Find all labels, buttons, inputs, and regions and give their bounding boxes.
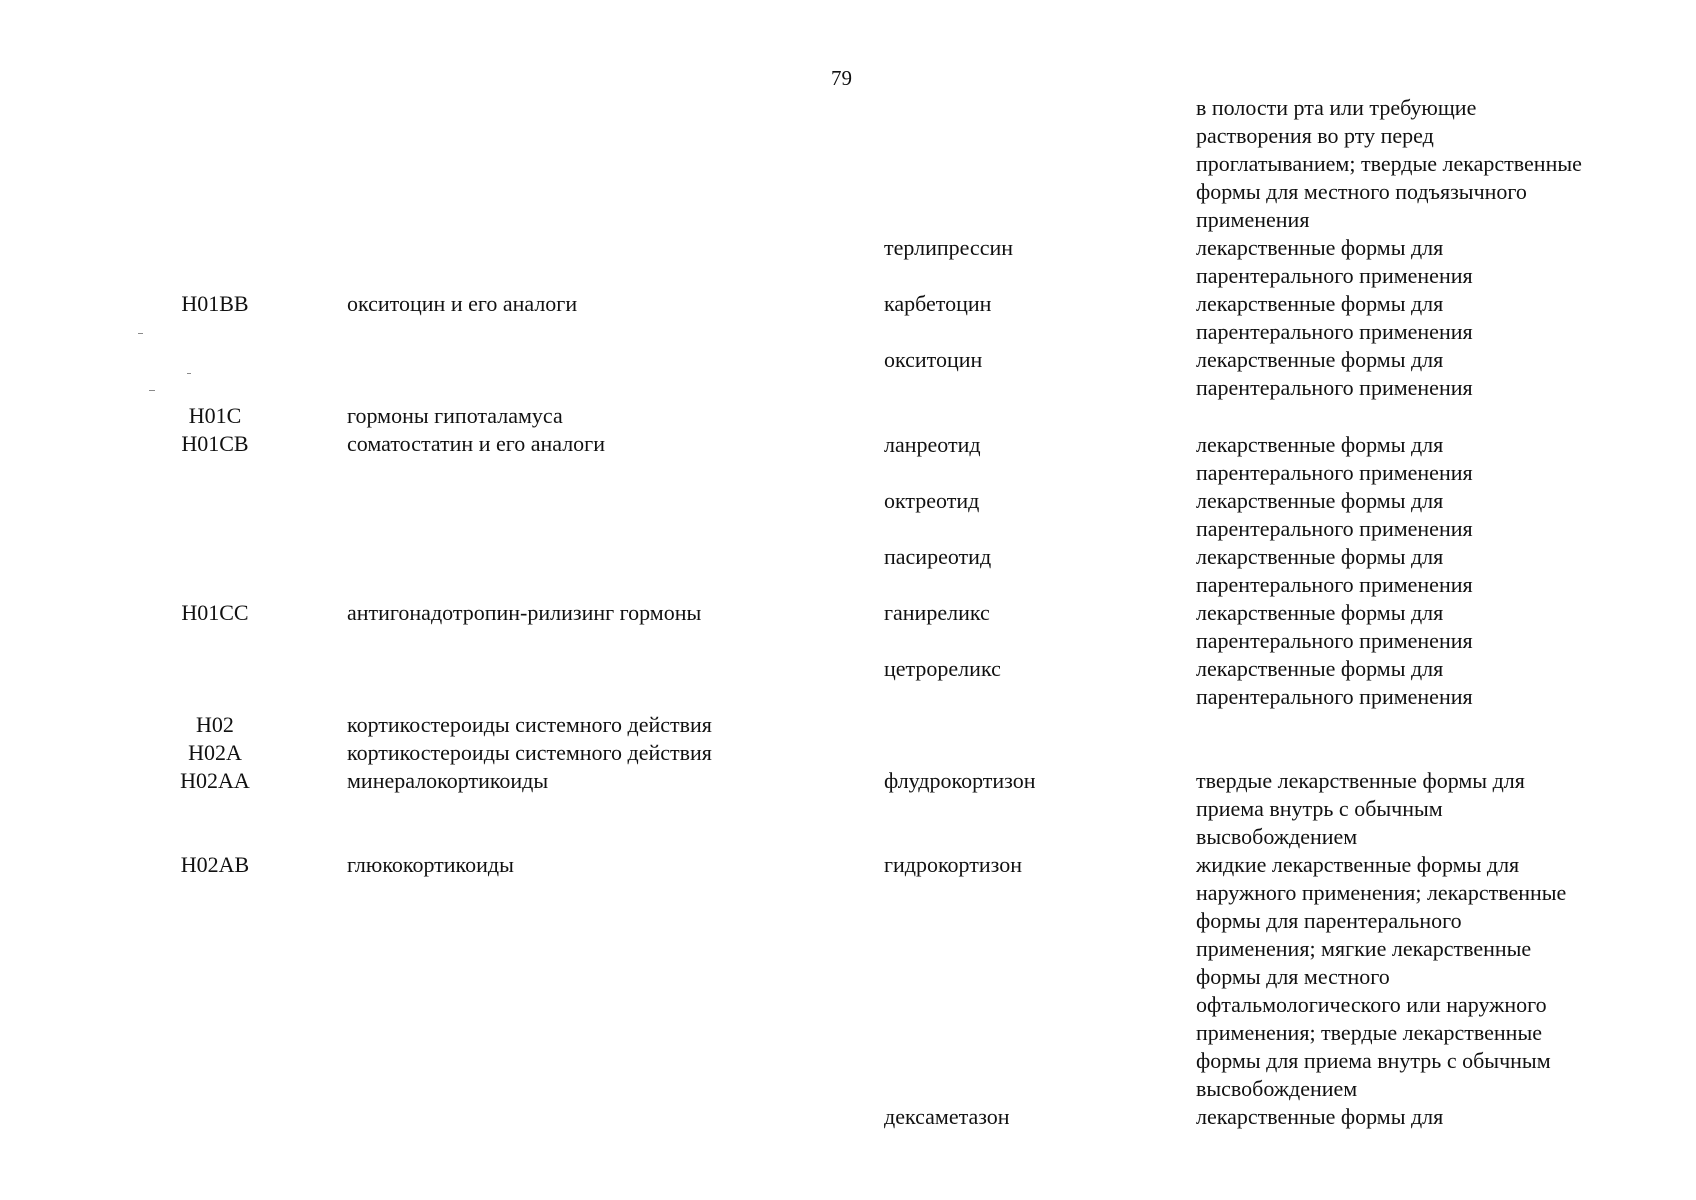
dosage-form-line: парентерального применения — [1196, 263, 1473, 288]
continuation-line: проглатыванием; твердые лекарственные — [1196, 151, 1582, 176]
atc-group: глюкокортикоиды — [347, 852, 514, 877]
atc-group: гормоны гипоталамуса — [347, 403, 563, 428]
dosage-form-line: формы для приема внутрь с обычным — [1196, 1048, 1551, 1073]
atc-group: окситоцин и его аналоги — [347, 291, 578, 316]
drug-name: флудрокортизон — [884, 768, 1036, 793]
continuation-line: в полости рта или требующие — [1196, 95, 1477, 120]
continuation-line: формы для местного подъязычного — [1196, 179, 1527, 204]
dosage-form-line: формы для парентерального — [1196, 908, 1462, 933]
dosage-form-line: лекарственные формы для — [1196, 235, 1444, 260]
dosage-form-line: лекарственные формы для — [1196, 432, 1444, 457]
dosage-form-line: жидкие лекарственные формы для — [1196, 852, 1520, 877]
drug-name: цетрореликс — [884, 656, 1001, 681]
dosage-form-line: офтальмологического или наружного — [1196, 992, 1547, 1017]
dosage-form-line: наружного применения; лекарственные — [1196, 880, 1567, 905]
atc-code: H02A — [188, 740, 242, 765]
drug-name: карбетоцин — [884, 291, 992, 316]
atc-code: H02AB — [180, 852, 250, 877]
atc-group: кортикостероиды системного действия — [347, 712, 712, 737]
dosage-form-line: лекарственные формы для — [1196, 291, 1444, 316]
atc-group: антигонадотропин-рилизинг гормоны — [347, 600, 702, 625]
dosage-form-line: лекарственные формы для — [1196, 1104, 1444, 1129]
dosage-form-line: высвобождением — [1196, 1076, 1358, 1101]
dosage-form-line: парентерального применения — [1196, 516, 1473, 541]
dosage-form-line: лекарственные формы для — [1196, 347, 1444, 372]
dosage-form-line: формы для местного — [1196, 964, 1390, 989]
dosage-form-line: твердые лекарственные формы для — [1196, 768, 1525, 793]
page-number: 79 — [831, 66, 852, 90]
atc-code: H01CB — [181, 431, 249, 456]
scan-speck — [149, 390, 155, 391]
drug-name: терлипрессин — [884, 235, 1014, 260]
atc-group: кортикостероиды системного действия — [347, 740, 712, 765]
dosage-form-line: лекарственные формы для — [1196, 488, 1444, 513]
drug-name: октреотид — [884, 488, 980, 513]
atc-group: минералокортикоиды — [347, 768, 549, 793]
dosage-form-line: парентерального применения — [1196, 684, 1473, 709]
drug-name: ланреотид — [884, 432, 981, 457]
dosage-form-line: лекарственные формы для — [1196, 600, 1444, 625]
scan-speck — [138, 333, 143, 334]
continuation-line: растворения во рту перед — [1196, 123, 1434, 148]
dosage-form-line: парентерального применения — [1196, 375, 1473, 400]
dosage-form-line: применения; твердые лекарственные — [1196, 1020, 1542, 1045]
dosage-form-line: парентерального применения — [1196, 628, 1473, 653]
scan-speck — [187, 373, 191, 374]
atc-group: соматостатин и его аналоги — [347, 431, 605, 456]
atc-code: H02AA — [180, 768, 250, 793]
drug-name: пасиреотид — [884, 544, 992, 569]
dosage-form-line: парентерального применения — [1196, 460, 1473, 485]
dosage-form-line: парентерального применения — [1196, 319, 1473, 344]
dosage-form-line: применения; мягкие лекарственные — [1196, 936, 1532, 961]
atc-code: H01BB — [181, 291, 249, 316]
drug-name: гидрокортизон — [884, 852, 1022, 877]
drug-name: дексаметазон — [884, 1104, 1010, 1129]
continuation-line: применения — [1196, 207, 1310, 232]
dosage-form-line: приема внутрь с обычным — [1196, 796, 1443, 821]
atc-code: H01CC — [181, 600, 249, 625]
drug-name: ганиреликс — [884, 600, 990, 625]
dosage-form-line: лекарственные формы для — [1196, 544, 1444, 569]
drug-name: окситоцин — [884, 347, 983, 372]
atc-code: H01C — [188, 403, 242, 428]
dosage-form-line: парентерального применения — [1196, 572, 1473, 597]
atc-code: H02 — [196, 712, 234, 737]
dosage-form-line: лекарственные формы для — [1196, 656, 1444, 681]
dosage-form-line: высвобождением — [1196, 824, 1358, 849]
